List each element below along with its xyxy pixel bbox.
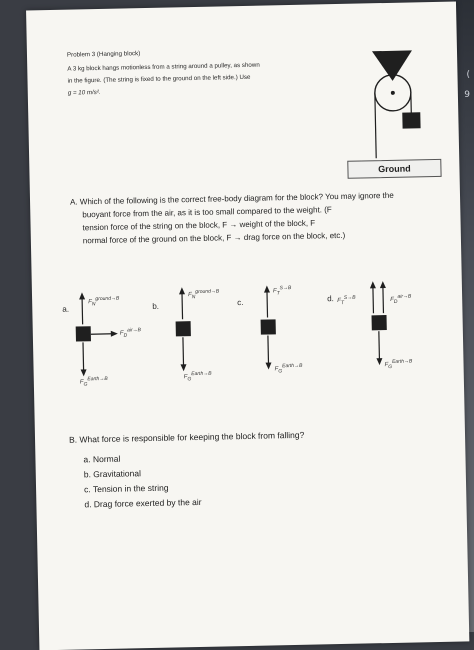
q3b-text: → weight of the block, F [229, 218, 315, 229]
part-b-choice-b[interactable]: b. Gravitational [84, 468, 141, 479]
fbd-b-arrows [152, 288, 244, 380]
label-tension: $F_T^{S\to B}$ [337, 295, 356, 307]
problem-statement-line-2: in the figure. (The string is fixed to the ground on the left side.) Use [67, 74, 250, 85]
part-b-choice-c[interactable]: c. Tension in the string [84, 483, 169, 495]
part-a-question-line-1: A. Which of the following is the correct free-body diagram for the block? You may ignore the [70, 191, 394, 207]
fbd-option-b[interactable] [152, 288, 244, 380]
paper-sheet [26, 1, 469, 650]
pulley-figure [357, 42, 449, 164]
option-d-label: d. [327, 294, 334, 303]
part-b-choice-a[interactable]: a. Normal [83, 454, 120, 465]
part-b-question: B. What force is responsible for keeping the block from falling? [69, 430, 304, 445]
screen-edge-glyph: ( [466, 70, 470, 80]
fbd-option-c[interactable] [237, 284, 329, 376]
q4-text: normal force of the ground on the block, F [83, 233, 232, 245]
label-weight: $F_G^{Earth\to B}$ [274, 363, 302, 375]
part-a-question-line-3 [83, 218, 316, 232]
block-icon [76, 326, 91, 341]
problem-title: Problem 3 (Hanging block) [67, 50, 140, 59]
problem-statement-line-3: g = 10 m/s². [68, 89, 101, 97]
label-drag: $F_D^{air\to B}$ [120, 327, 141, 339]
q3-text: tension force of the string on the block, F [83, 220, 228, 232]
label-weight: $F_G^{Earth\to B}$ [80, 376, 108, 388]
part-a-question-line-2: buoyant force from the air, as it is too small compared to the weight. (F [82, 205, 332, 219]
screen-edge-glyph: 9 [464, 90, 470, 100]
string-left [375, 93, 376, 158]
label-weight: $F_G^{Earth\to B}$ [384, 358, 412, 370]
option-b-label: b. [152, 302, 159, 311]
problem-statement-line-1: A 3 kg block hangs motionless from a string around a pulley, as shown [67, 62, 260, 73]
part-b-choice-d[interactable]: d. Drag force exerted by the air [84, 497, 201, 509]
block-icon [176, 321, 191, 336]
part-a-question-line-4 [83, 231, 346, 245]
label-tension: $F_T^{S\to B}$ [273, 285, 292, 297]
ground-label: Ground [347, 159, 441, 179]
hanging-block-icon [402, 112, 420, 128]
pulley-axle-icon [391, 91, 395, 95]
label-normal: $F_N^{ground\to B}$ [188, 289, 219, 301]
q4b-text: → drag force on the block, etc.) [234, 231, 346, 242]
option-a-label: a. [62, 305, 69, 314]
label-weight: $F_G^{Earth\to B}$ [184, 371, 212, 383]
option-c-label: c. [237, 298, 243, 307]
block-icon [261, 319, 276, 334]
fbd-option-a[interactable] [62, 293, 154, 385]
block-icon [372, 315, 387, 330]
label-normal: $F_N^{ground\to B}$ [88, 296, 119, 308]
fbd-option-d[interactable] [327, 280, 439, 372]
label-drag: $F_D^{air\to B}$ [390, 293, 411, 305]
pulley-mount-icon [372, 50, 413, 81]
